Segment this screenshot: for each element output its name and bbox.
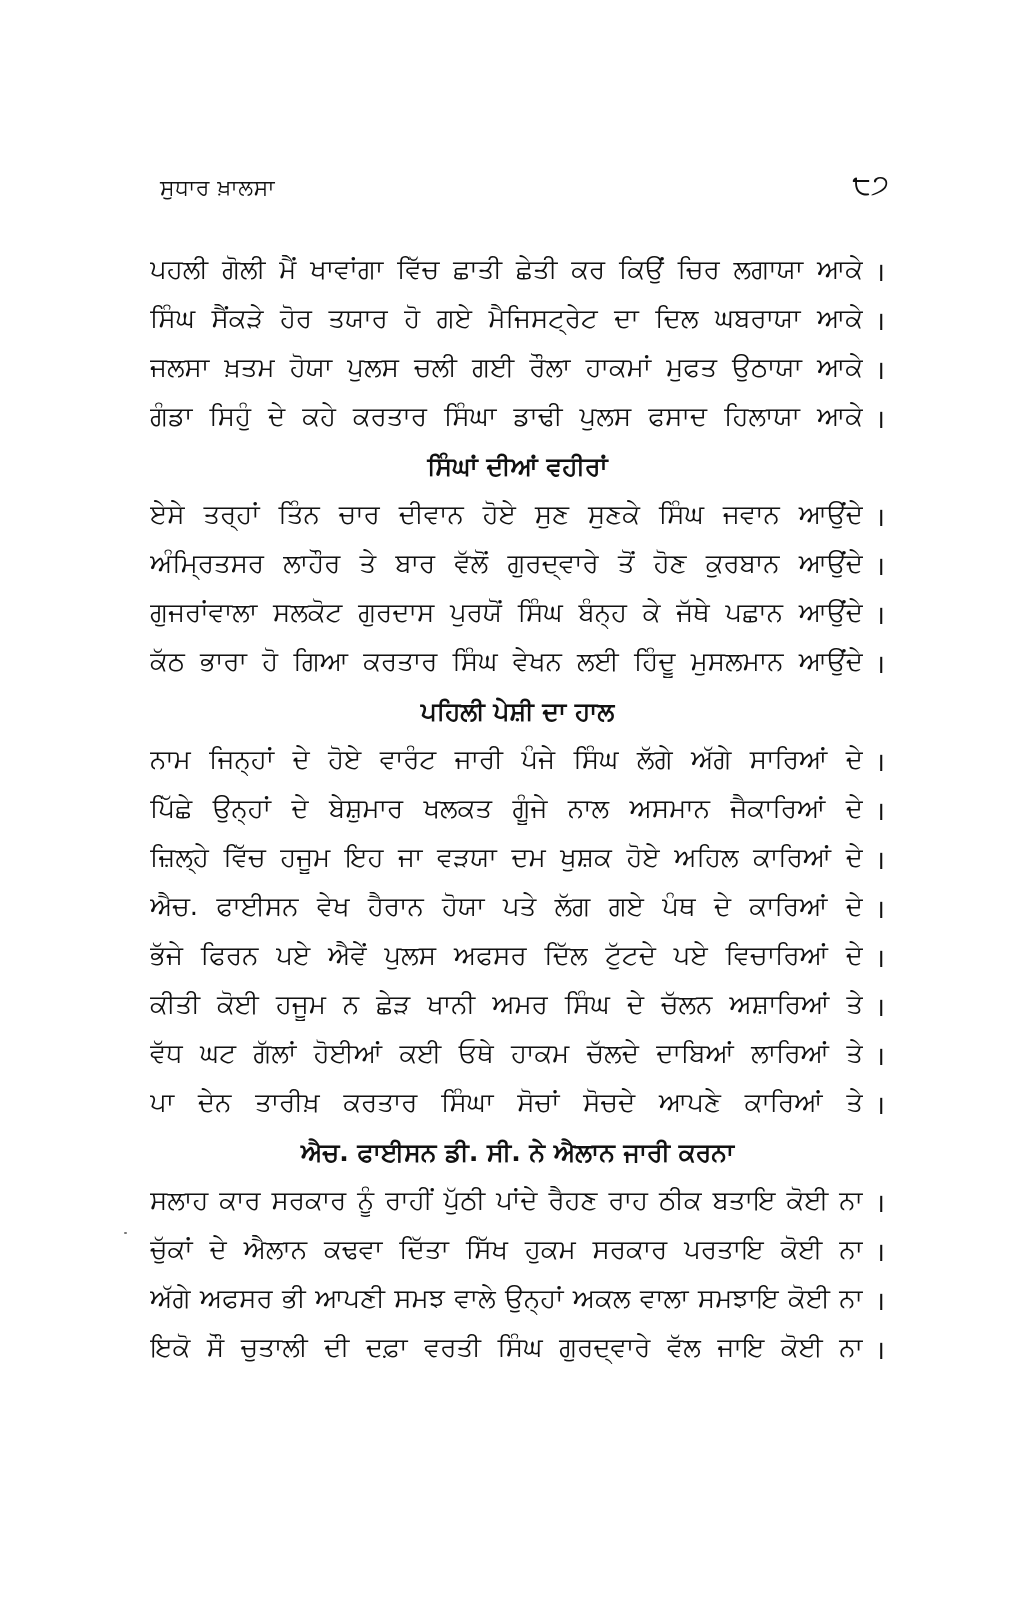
verse-text: ਏਸੇ ਤਰ੍ਹਾਂ ਤਿੰਨ ਚਾਰ ਦੀਵਾਨ ਹੋਏ ਸੁਣ ਸੁਣਕੇ ਸਿੰਘ ਜਵਾਨ ਆਉਂਦੇ [150, 500, 863, 530]
verse-line [150, 540, 885, 589]
verse-line [150, 589, 885, 638]
verse-text: ਵੱਧ ਘਟ ਗੱਲਾਂ ਹੋਈਆਂ ਕਈ ਓਥੇ ਹਾਕਮ ਚੱਲਦੇ ਦਾਬਿਆਂ ਲਾਰਿਆਂ ਤੇ [150, 1039, 863, 1069]
danda-mark: । [875, 1188, 885, 1219]
verse-text: ਪਹਲੀ ਗੋਲੀ ਮੈਂ ਖਾਵਾਂਗਾ ਵਿੱਚ ਛਾਤੀ ਛੇਤੀ ਕਰ ਕਿਉਂ ਚਿਰ ਲਗਾਯਾ ਆਕੇ [150, 255, 863, 285]
verse-line [150, 834, 885, 883]
verse-text: ਗੰਡਾ ਸਿਹੁੰ ਦੇ ਕਹੇ ਕਰਤਾਰ ਸਿੰਘਾ ਡਾਢੀ ਪੁਲਸ ਫਸਾਦ ਹਿਲਾਯਾ ਆਕੇ [150, 402, 863, 432]
verse-line [150, 1030, 885, 1079]
danda-mark: । [875, 1286, 885, 1317]
verse-text: ਜਲਸਾ ਖ਼ਤਮ ਹੋਯਾ ਪੁਲਸ ਚਲੀ ਗਈ ਰੌਲਾ ਹਾਕਮਾਂ ਮੁਫਤ ਉਠਾਯਾ ਆਕੇ [150, 353, 863, 383]
danda-mark: । [875, 747, 885, 778]
verse-line [150, 1226, 885, 1275]
verse-text: ਅੱਗੇ ਅਫਸਰ ਭੀ ਆਪਣੀ ਸਮਝ ਵਾਲੇ ਉਨ੍ਹਾਂ ਅਕਲ ਵਾਲਾ ਸਮਝਾਇ ਕੋਈ ਨਾ [150, 1284, 863, 1314]
verse-line [150, 1275, 885, 1324]
verse-text: ਚੁੱਕਾਂ ਦੇ ਐਲਾਨ ਕਢਵਾ ਦਿੱਤਾ ਸਿੱਖ ਹੁਕਮ ਸਰਕਾਰ ਪਰਤਾਇ ਕੋਈ ਨਾ [150, 1235, 863, 1265]
scan-speck [124, 1232, 127, 1234]
page-body [150, 246, 885, 1373]
section-heading: ਸਿੰਘਾਂ ਦੀਆਂ ਵਹੀਰਾਂ [427, 452, 608, 481]
danda-mark: । [875, 257, 885, 288]
danda-mark: । [875, 992, 885, 1023]
verse-line [150, 344, 885, 393]
verse-line [150, 932, 885, 981]
verse-line [150, 883, 885, 932]
verse-line [150, 393, 885, 442]
running-title: ਸੁਧਾਰ ਖ਼ਾਲਸਾ [160, 176, 276, 201]
verse-text: ਜ਼ਿਲ੍ਹੇ ਵਿੱਚ ਹਜੂਮ ਇਹ ਜਾ ਵੜਯਾ ਦਮ ਖੁਸ਼ਕ ਹੋਏ ਅਹਿਲ ਕਾਰਿਆਂ ਦੇ [150, 843, 863, 873]
danda-mark: । [875, 1041, 885, 1072]
verse-line [150, 1177, 885, 1226]
danda-mark: । [875, 845, 885, 876]
verse-line [150, 1324, 885, 1373]
verse-text: ਕੱਠ ਭਾਰਾ ਹੋ ਗਿਆ ਕਰਤਾਰ ਸਿੰਘ ਵੇਖਨ ਲਈ ਹਿੰਦੂ ਮੁਸਲਮਾਨ ਆਉਂਦੇ [150, 647, 863, 677]
verse-text: ਪਿੱਛੇ ਉਨ੍ਹਾਂ ਦੇ ਬੇਸ਼ੁਮਾਰ ਖਲਕਤ ਗੂੰਜੇ ਨਾਲ ਅਸਮਾਨ ਜੈਕਾਰਿਆਂ ਦੇ [150, 794, 863, 824]
danda-mark: । [875, 1335, 885, 1366]
verse-line [150, 638, 885, 687]
verse-line [150, 491, 885, 540]
verse-text: ਐਚ. ਫਾਈਸਨ ਵੇਖ ਹੈਰਾਨ ਹੋਯਾ ਪਤੇ ਲੱਗ ਗਏ ਪੰਥ ਦੇ ਕਾਰਿਆਂ ਦੇ [150, 892, 863, 922]
danda-mark: । [875, 1237, 885, 1268]
section-heading: ਪਹਿਲੀ ਪੇਸ਼ੀ ਦਾ ਹਾਲ [420, 697, 615, 726]
danda-mark: । [875, 649, 885, 680]
verse-text: ਪਾ ਦੇਨ ਤਾਰੀਖ਼ ਕਰਤਾਰ ਸਿੰਘਾ ਸੋਚਾਂ ਸੋਚਦੇ ਆਪਣੇ ਕਾਰਿਆਂ ਤੇ [150, 1088, 863, 1118]
verse-line [150, 246, 885, 295]
verse-text: ਅੰਮ੍ਰਿਤਸਰ ਲਾਹੌਰ ਤੇ ਬਾਰ ਵੱਲੋਂ ਗੁਰਦ੍ਵਾਰੇ ਤੋਂ ਹੋਣ ਕੁਰਬਾਨ ਆਉਂਦੇ [150, 549, 863, 579]
section-heading: ਐਚ. ਫਾਈਸਨ ਡੀ. ਸੀ. ਨੇ ਐਲਾਨ ਜਾਰੀ ਕਰਨਾ [300, 1138, 735, 1167]
page-number: ੮੭ [852, 168, 889, 201]
danda-mark: । [875, 502, 885, 533]
danda-mark: । [875, 600, 885, 631]
verse-text: ਇਕੋ ਸੌ ਚੁਤਾਲੀ ਦੀ ਦਫ਼ਾ ਵਰਤੀ ਸਿੰਘ ਗੁਰਦ੍ਵਾਰੇ ਵੱਲ ਜਾਇ ਕੋਈ ਨਾ [150, 1333, 863, 1363]
danda-mark: । [875, 894, 885, 925]
danda-mark: । [875, 796, 885, 827]
verse-text: ਭੱਜੇ ਫਿਰਨ ਪਏ ਐਵੇਂ ਪੁਲਸ ਅਫਸਰ ਦਿੱਲ ਟੁੱਟਦੇ ਪਏ ਵਿਚਾਰਿਆਂ ਦੇ [150, 941, 863, 971]
verse-line [150, 295, 885, 344]
verse-line [150, 1079, 885, 1128]
danda-mark: । [875, 306, 885, 337]
verse-text: ਕੀਤੀ ਕੋਈ ਹਜੂਮ ਨ ਛੇੜ ਖਾਨੀ ਅਮਰ ਸਿੰਘ ਦੇ ਚੱਲਨ ਅਸ਼ਾਰਿਆਂ ਤੇ [150, 990, 863, 1020]
verse-line [150, 736, 885, 785]
danda-mark: । [875, 404, 885, 435]
verse-line [150, 785, 885, 834]
danda-mark: । [875, 1090, 885, 1121]
verse-text: ਸਿੰਘ ਸੈਂਕੜੇ ਹੋਰ ਤਯਾਰ ਹੋ ਗਏ ਮੈਜਿਸਟ੍ਰੇਟ ਦਾ ਦਿਲ ਘਬਰਾਯਾ ਆਕੇ [150, 304, 863, 334]
danda-mark: । [875, 355, 885, 386]
verse-text: ਸਲਾਹ ਕਾਰ ਸਰਕਾਰ ਨੂੰ ਰਾਹੀਂ ਪੁੱਠੀ ਪਾਂਦੇ ਰੈਹਣ ਰਾਹ ਠੀਕ ਬਤਾਇ ਕੋਈ ਨਾ [150, 1186, 863, 1216]
danda-mark: । [875, 943, 885, 974]
verse-text: ਨਾਮ ਜਿਨ੍ਹਾਂ ਦੇ ਹੋਏ ਵਾਰੰਟ ਜਾਰੀ ਪੰਜੇ ਸਿੰਘ ਲੱਗੇ ਅੱਗੇ ਸਾਰਿਆਂ ਦੇ [150, 745, 863, 775]
verse-line [150, 981, 885, 1030]
danda-mark: । [875, 551, 885, 582]
verse-text: ਗੁਜਰਾਂਵਾਲਾ ਸਲਕੋਟ ਗੁਰਦਾਸ ਪੁਰਯੋਂ ਸਿੰਘ ਬੰਨ੍ਹ ਕੇ ਜੱਥੇ ਪਛਾਨ ਆਉਂਦੇ [150, 598, 863, 628]
